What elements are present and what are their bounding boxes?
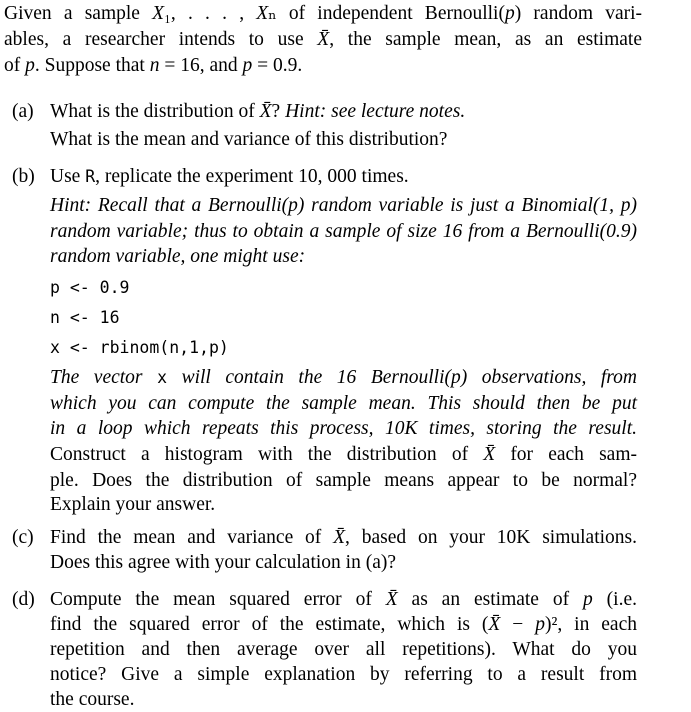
part-line xyxy=(50,688,134,712)
text-segment: random variable; thus to obtain a sample of size 16 from a Bernoulli(0.9) xyxy=(50,221,637,242)
text-segment: random variable, one might use: xyxy=(50,246,306,267)
part-line xyxy=(50,245,305,269)
part-line xyxy=(50,443,637,467)
text-segment: ables, a researcher intends to use xyxy=(4,29,318,50)
text-segment: X̄ xyxy=(483,444,496,465)
part-line xyxy=(50,613,637,637)
text-segment: p xyxy=(583,589,593,610)
part-label: (a) xyxy=(12,101,34,122)
text-segment: ₁, . . . , xyxy=(164,3,257,24)
text-segment: of xyxy=(4,55,26,76)
text-segment: Does this agree with your calculation in (a)? xyxy=(50,552,397,573)
text-segment: X̄ xyxy=(317,29,330,50)
text-segment: in a loop which repeats this process, 10K times, storing the result. xyxy=(50,418,637,439)
text-segment: Given a sample xyxy=(4,3,153,24)
text-segment: What is the distribution of xyxy=(50,101,260,122)
part-line xyxy=(50,588,637,612)
text-segment: repetition and then average over all repetitions). What do you xyxy=(50,639,637,660)
part-line xyxy=(50,366,637,390)
text-segment: = 0.9. xyxy=(252,55,303,76)
text-segment: as an estimate of xyxy=(397,589,584,610)
text-segment: X̄ xyxy=(488,614,501,635)
text-segment: R xyxy=(85,167,96,186)
text-segment: What is the mean and variance of this distribution? xyxy=(50,129,448,150)
intro-line xyxy=(4,2,642,26)
text-segment: , replicate the experiment 10, 000 times. xyxy=(95,166,409,187)
text-segment: The vector xyxy=(50,367,158,388)
text-segment: , the sample mean, as an estimate xyxy=(329,29,642,50)
part-line xyxy=(50,392,637,416)
text-segment: Find the mean and variance of xyxy=(50,527,334,548)
part-line xyxy=(50,276,129,300)
text-segment: Explain your answer. xyxy=(50,494,216,515)
part-line xyxy=(50,551,396,575)
text-segment: for each sam- xyxy=(495,444,637,465)
text-segment: p xyxy=(535,614,545,635)
text-segment: X xyxy=(256,3,269,24)
intro-line xyxy=(4,54,302,78)
text-segment: (i.e. xyxy=(592,589,637,610)
part-line xyxy=(50,493,215,517)
part-line xyxy=(50,526,637,550)
text-segment: X̄ xyxy=(333,527,346,548)
text-segment: )², in each xyxy=(544,614,637,635)
part-label: (c) xyxy=(12,527,34,548)
part-line xyxy=(50,220,637,244)
text-segment: = 16, and xyxy=(159,55,243,76)
text-segment: p xyxy=(504,3,515,24)
text-segment: X̄ xyxy=(259,101,272,122)
text-segment: n xyxy=(149,55,160,76)
part-line xyxy=(50,336,229,360)
text-segment: the course. xyxy=(50,689,135,710)
text-segment: ) random vari- xyxy=(514,3,642,24)
part-line xyxy=(50,663,637,687)
part-line xyxy=(50,306,120,330)
text-segment: X xyxy=(152,3,165,24)
text-segment: p xyxy=(242,55,253,76)
text-segment: ? xyxy=(271,101,286,122)
text-segment: notice? Give a simple explanation by referring to a result from xyxy=(50,664,637,685)
text-segment: x xyxy=(157,368,168,387)
text-segment: Hint: Recall that a Bernoulli(p) random variable is just a Binomial(1, p) xyxy=(50,195,637,216)
text-segment: X̄ xyxy=(385,589,398,610)
part-line xyxy=(50,194,637,218)
text-segment: Construct a histogram with the distribution of xyxy=(50,444,484,465)
text-segment: n <- 16 xyxy=(50,308,120,327)
part-line xyxy=(50,165,409,189)
text-segment: . Suppose that xyxy=(34,55,150,76)
text-segment: p xyxy=(25,55,35,76)
text-segment: p <- 0.9 xyxy=(50,278,130,297)
part-label: (d) xyxy=(12,589,35,610)
intro-line xyxy=(4,28,642,52)
text-segment: − xyxy=(500,614,536,635)
text-segment: will contain the 16 Bernoulli(p) observations, from xyxy=(167,367,637,388)
text-segment: which you can compute the sample mean. This should then be put xyxy=(50,393,637,414)
text-segment: x <- rbinom(n,1,p) xyxy=(50,338,229,357)
part-line xyxy=(50,417,637,441)
text-segment: ₙ of independent Bernoulli( xyxy=(268,3,505,24)
text-segment: Hint: see lecture notes. xyxy=(285,101,466,122)
text-segment: Use xyxy=(50,166,86,187)
part-line xyxy=(50,128,447,152)
text-segment: find the squared error of the estimate, which is ( xyxy=(50,614,489,635)
part-line xyxy=(50,469,637,493)
text-segment: Compute the mean squared error of xyxy=(50,589,386,610)
text-segment: , based on your 10K simulations. xyxy=(345,527,637,548)
part-line xyxy=(50,638,637,662)
text-segment: ple. Does the distribution of sample means appear to be normal? xyxy=(50,470,637,491)
part-label: (b) xyxy=(12,166,35,187)
part-line xyxy=(50,100,465,124)
